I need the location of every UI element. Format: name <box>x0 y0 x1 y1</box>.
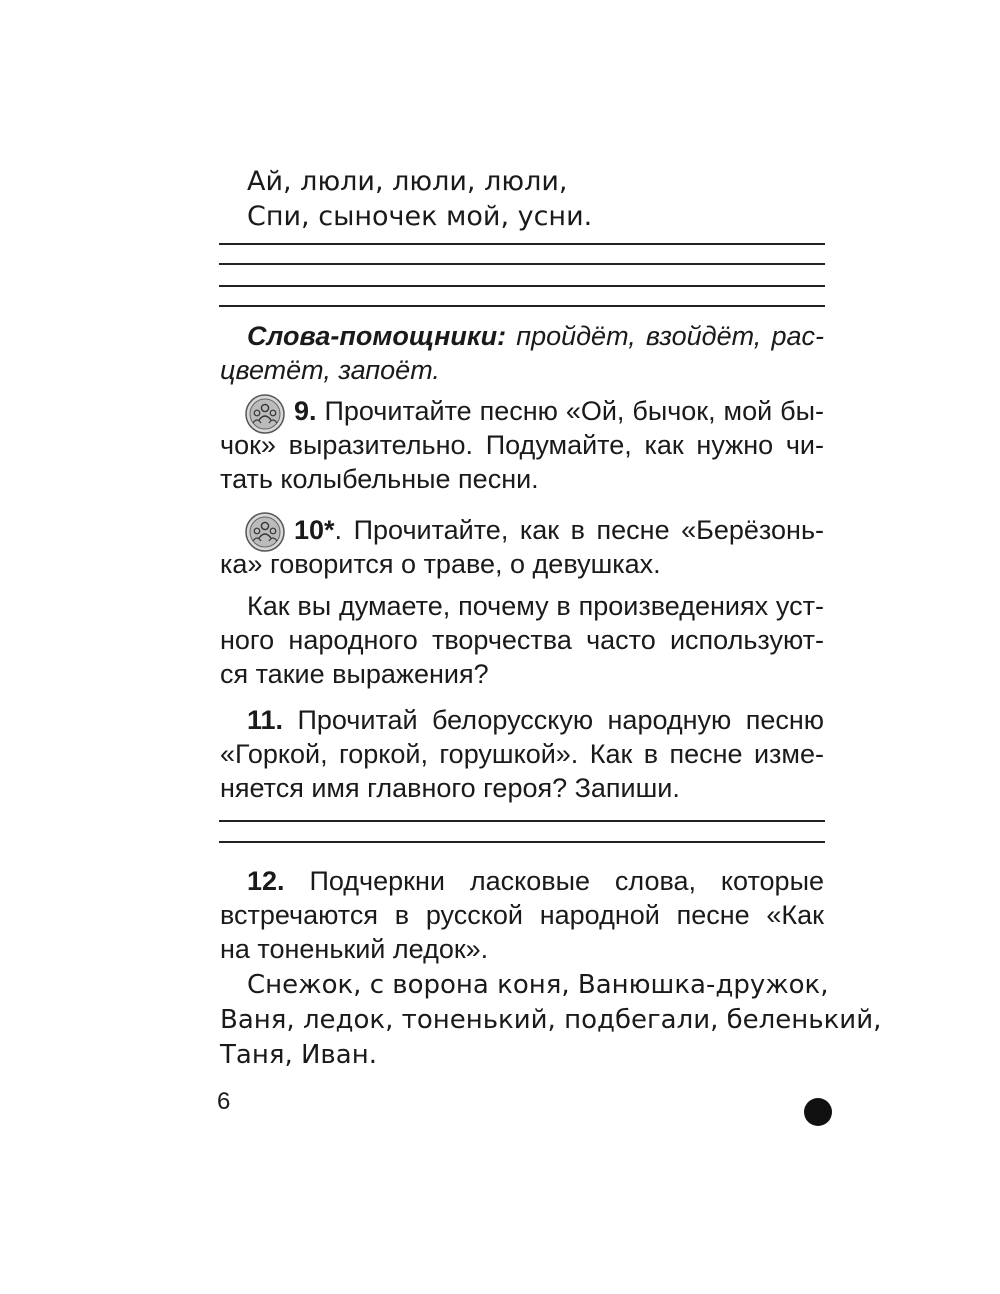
task-12-words-line-3: Таня, Иван. <box>220 1040 377 1070</box>
task-12-line-3: на тоненький ледок». <box>220 934 489 964</box>
group-work-icon <box>245 512 285 552</box>
answer-line <box>219 841 825 843</box>
verse-line-1: Ай, люли, люли, люли, <box>247 166 568 197</box>
task-11-line-1 <box>247 705 824 736</box>
task-10-question-line-2: ного народного творчества часто используют- <box>220 625 824 655</box>
task-10-text: . Прочитайте, как в песне «Берёзонь- <box>334 515 824 545</box>
task-10-line-2: ка» говорится о траве, о девушках. <box>220 549 661 579</box>
task-10-question-line-3: ся такие выражения? <box>220 659 489 689</box>
helper-words <box>247 321 824 352</box>
task-9-line-1 <box>294 396 824 427</box>
task-12-number: 12. <box>247 866 285 896</box>
task-9-number: 9. <box>294 396 317 426</box>
task-11-line-3: няется имя главного героя? Запиши. <box>220 773 680 803</box>
task-9-line-3: тать колыбельные песни. <box>220 464 539 494</box>
helper-words-line-2: цветёт, запоёт. <box>220 355 440 385</box>
task-12-line-2: встречаются в русской народной песне «Как <box>220 900 824 930</box>
answer-line <box>219 263 825 265</box>
task-11-text: Прочитай белорусскую народную песню <box>297 705 824 735</box>
task-12-text: Подчеркни ласковые слова, которые <box>309 866 824 896</box>
task-11-number: 11. <box>247 705 284 735</box>
task-12-line-1 <box>247 866 824 897</box>
answer-line <box>219 820 825 822</box>
page-marker-dot <box>804 1098 832 1126</box>
task-10-question-line-1: Как вы думаете, почему в произведениях уст- <box>247 591 824 621</box>
task-10-number: 10* <box>294 515 335 545</box>
task-11-line-2: «Горкой, горкой, горушкой». Как в песне изме- <box>220 739 824 769</box>
task-12-words-line-2: Ваня, ледок, тоненький, подбегали, беленький, <box>220 1005 882 1035</box>
group-work-icon <box>245 394 285 434</box>
task-12-words-line-1: Снежок, с ворона коня, Ванюшка-дружок, <box>247 970 829 1000</box>
page-number: 6 <box>217 1088 231 1115</box>
answer-line <box>219 243 825 245</box>
answer-line <box>219 285 825 287</box>
task-9-text: Прочитайте песню «Ой, бычок, мой бы- <box>324 396 824 426</box>
task-9-line-2: чок» выразительно. Подумайте, как нужно чи- <box>220 430 824 460</box>
verse-line-2: Спи, сыночек мой, усни. <box>247 201 593 232</box>
task-10-line-1 <box>294 515 824 546</box>
helper-words-list: пройдёт, взойдёт, рас- <box>516 321 824 351</box>
helper-label: Слова-помощники: <box>247 321 507 351</box>
answer-line <box>219 305 825 307</box>
